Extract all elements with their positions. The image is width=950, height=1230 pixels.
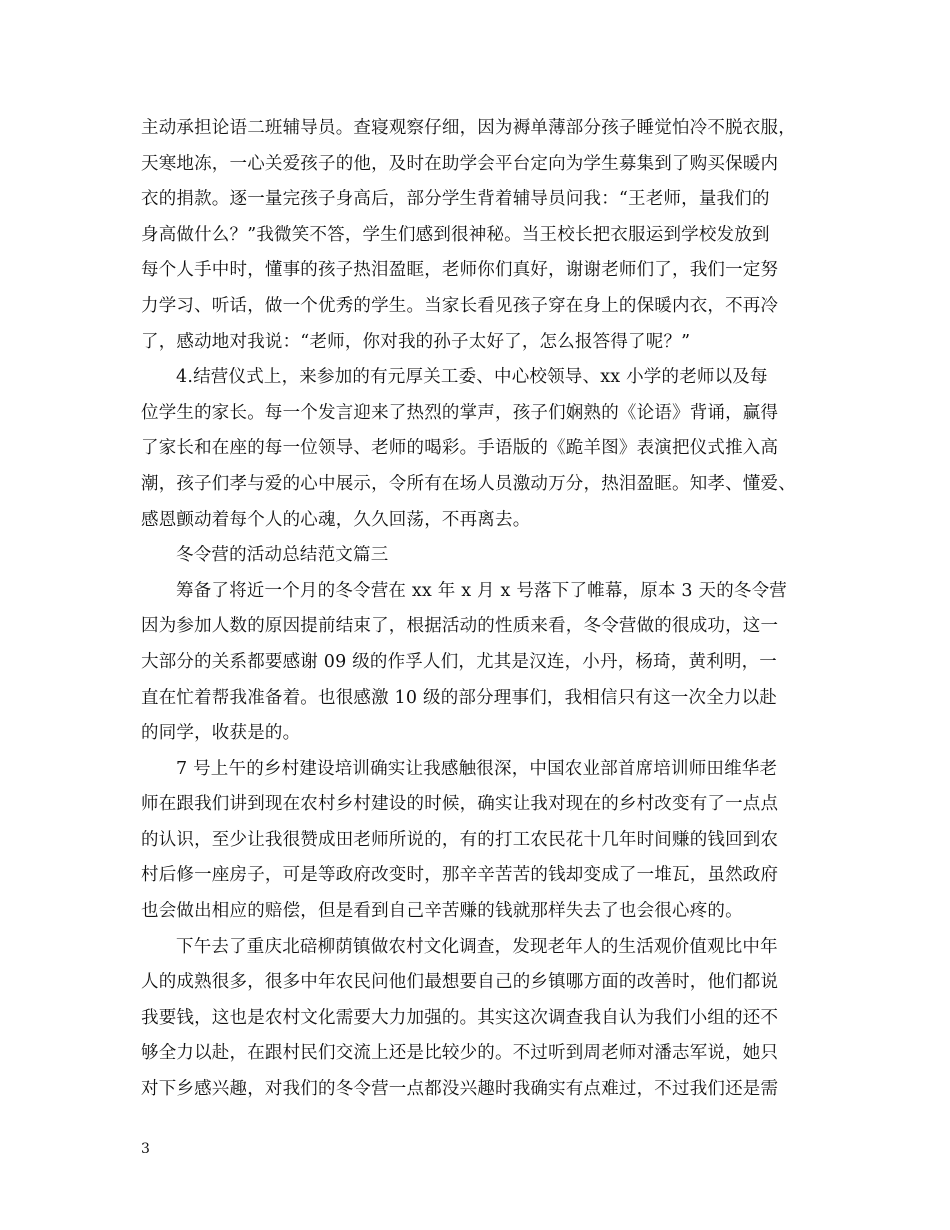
text-line: 4.结营仪式上，来参加的有元厚关工委、中心校领导、xx 小学的老师以及每 bbox=[176, 367, 768, 388]
text-line: 的同学，收获是的。 bbox=[141, 723, 301, 744]
text-line: 也会做出相应的赔偿，但是看到自己辛苦赚的钱就那样失去了也会很心疼的。 bbox=[141, 901, 743, 922]
text-line: 下午去了重庆北碚柳荫镇做农村文化调查，发现老年人的生活观价值观比中年 bbox=[176, 936, 778, 957]
text-line: 力学习、听话，做一个优秀的学生。当家长看见孩子穿在身上的保暖内衣，不再冷 bbox=[141, 295, 779, 316]
text-line: 的认识，至少让我很赞成田老师所说的，有的打工农民花十几年时间赚的钱回到农 bbox=[141, 829, 779, 850]
text-line: 村后修一座房子，可是等政府改变时，那辛辛苦苦的钱却变成了一堆瓦，虽然政府 bbox=[141, 865, 779, 886]
document-body bbox=[141, 111, 831, 1108]
text-line: 身高做什么？”我微笑不答，学生们感到很神秘。当王校长把衣服运到学校发放到 bbox=[141, 224, 770, 245]
text-line: 直在忙着帮我准备着。也很感激 10 级的部分理事们，我相信只有这一次全力以赴 bbox=[141, 687, 777, 708]
page-number: 3 bbox=[141, 1141, 150, 1157]
text-line: 冬令营的活动总结范文篇三 bbox=[176, 545, 389, 566]
text-line: 天寒地冻，一心关爱孩子的他，及时在助学会平台定向为学生募集到了购买保暖内 bbox=[141, 153, 779, 174]
text-line: 了，感动地对我说：“老师，你对我的孙子太好了，怎么报答得了呢？” bbox=[141, 331, 691, 352]
text-line: 我要钱，这也是农村文化需要大力加强的。其实这次调查我自认为我们小组的还不 bbox=[141, 1007, 779, 1028]
text-line: 大部分的关系都要感谢 09 级的作孚人们，尤其是汉连，小丹，杨琦，黄利明，一 bbox=[141, 651, 777, 672]
text-line: 每个人手中时，懂事的孩子热泪盈眶，老师你们真好，谢谢老师们了，我们一定努 bbox=[141, 260, 779, 281]
text-line: 对下乡感兴趣，对我们的冬令营一点都没兴趣时我确实有点难过，不过我们还是需 bbox=[141, 1079, 779, 1100]
text-line: 7 号上午的乡村建设培训确实让我感触很深，中国农业部首席培训师田维华老 bbox=[176, 758, 778, 779]
text-line: 人的成熟很多，很多中年农民问他们最想要自己的乡镇哪方面的改善时，他们都说 bbox=[141, 972, 779, 993]
text-line: 潮，孩子们孝与爱的心中展示，令所有在场人员激动万分，热泪盈眶。知孝、懂爱、 bbox=[141, 473, 796, 494]
text-line: 够全力以赴，在跟村民们交流上还是比较少的。不过听到周老师对潘志军说，她只 bbox=[141, 1043, 779, 1064]
text-line: 因为参加人数的原因提前结束了，根据活动的性质来看，冬令营做的很成功，这一 bbox=[141, 616, 779, 637]
text-line: 了家长和在座的每一位领导、老师的喝彩。手语版的《跪羊图》表演把仪式推入高 bbox=[141, 438, 779, 459]
text-line: 感恩颤动着每个人的心魂，久久回荡，不再离去。 bbox=[141, 509, 531, 530]
text-line: 师在跟我们讲到现在农村乡村建设的时候，确实让我对现在的乡村改变有了一点点 bbox=[141, 794, 779, 815]
text-line: 衣的捐款。逐一量完孩子身高后，部分学生背着辅导员问我：“王老师，量我们的 bbox=[141, 189, 770, 210]
text-line: 主动承担论语二班辅导员。查寝观察仔细，因为褥单薄部分孩子睡觉怕冷不脱衣服， bbox=[141, 118, 796, 138]
text-line: 筹备了将近一个月的冬令营在 xx 年 x 月 x 号落下了帷幕，原本 3 天的冬令营 bbox=[176, 580, 788, 601]
text-line: 位学生的家长。每一个发言迎来了热烈的掌声，孩子们娴熟的《论语》背诵，赢得 bbox=[141, 402, 779, 423]
